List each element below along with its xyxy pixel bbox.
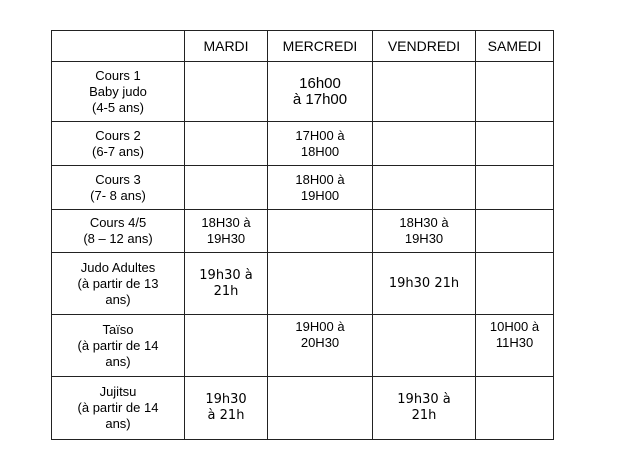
header-samedi: SAMEDI: [476, 31, 554, 62]
table-row: [52, 315, 554, 377]
vendredi-cell: [373, 166, 476, 210]
samedi-cell: 10H00 à 11H30: [476, 315, 554, 377]
samedi-cell: [476, 210, 554, 253]
samedi-cell: [476, 62, 554, 122]
mardi-cell: 18H30 à 19H30: [185, 210, 268, 253]
vendredi-cell: [373, 315, 476, 377]
table-row: [52, 210, 554, 253]
mardi-cell: [185, 166, 268, 210]
samedi-cell: [476, 166, 554, 210]
header-mardi: MARDI: [185, 31, 268, 62]
mercredi-cell: 17H00 à 18H00: [268, 122, 373, 166]
mercredi-cell: 16h00 à 17h00: [268, 62, 373, 122]
mardi-cell: 19h30 à 21h: [185, 377, 268, 440]
course-cell: Cours 3 (7- 8 ans): [52, 166, 185, 210]
mardi-cell: [185, 315, 268, 377]
course-cell: Judo Adultes (à partir de 13 ans): [52, 253, 185, 315]
table-row: [52, 122, 554, 166]
vendredi-cell: 19h30 21h: [373, 253, 476, 315]
mercredi-cell: 18H00 à 19H00: [268, 166, 373, 210]
header-vendredi: VENDREDI: [373, 31, 476, 62]
header-mercredi: MERCREDI: [268, 31, 373, 62]
table-row: [52, 253, 554, 315]
mercredi-cell: [268, 253, 373, 315]
course-cell: Cours 1 Baby judo (4-5 ans): [52, 62, 185, 122]
course-cell: Cours 4/5 (8 – 12 ans): [52, 210, 185, 253]
table-row: [52, 166, 554, 210]
course-cell: Jujitsu (à partir de 14 ans): [52, 377, 185, 440]
vendredi-cell: 18H30 à 19H30: [373, 210, 476, 253]
mercredi-cell: [268, 210, 373, 253]
vendredi-cell: [373, 62, 476, 122]
schedule-table: [51, 30, 554, 440]
mardi-cell: [185, 62, 268, 122]
table-row: [52, 62, 554, 122]
vendredi-cell: [373, 122, 476, 166]
vendredi-cell: 19h30 à 21h: [373, 377, 476, 440]
mercredi-cell: [268, 377, 373, 440]
samedi-cell: [476, 377, 554, 440]
mardi-cell: [185, 122, 268, 166]
header-corner: [52, 31, 185, 62]
mercredi-cell: 19H00 à 20H30: [268, 315, 373, 377]
course-cell: Cours 2 (6-7 ans): [52, 122, 185, 166]
samedi-cell: [476, 253, 554, 315]
course-cell: Taïso (à partir de 14 ans): [52, 315, 185, 377]
mardi-cell: 19h30 à 21h: [185, 253, 268, 315]
header-row: [52, 31, 554, 62]
table-row: [52, 377, 554, 440]
samedi-cell: [476, 122, 554, 166]
